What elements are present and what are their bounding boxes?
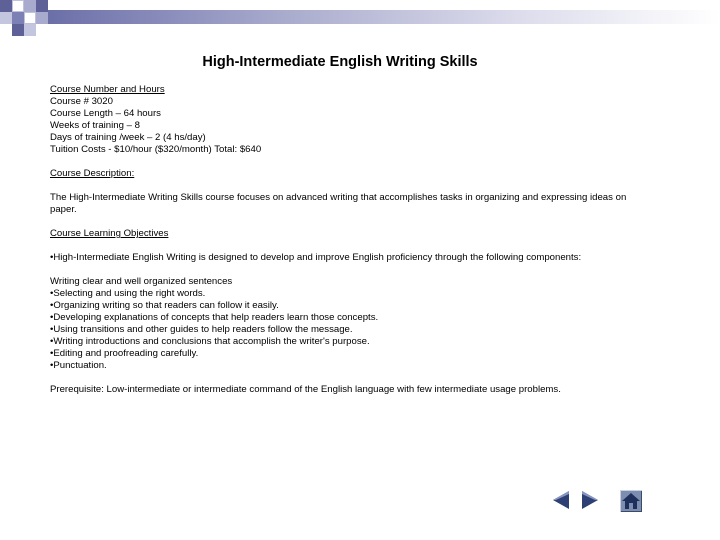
triangle-right-icon[interactable]: [579, 489, 601, 511]
header-decoration: [0, 0, 720, 36]
description-text: The High-Intermediate Writing Skills course focuses on advanced writing that accomplishes tasks in organizing and expressing ideas on paper.: [50, 192, 627, 215]
triangle-left-icon[interactable]: [550, 489, 572, 511]
objective-item: •Punctuation.: [50, 360, 107, 371]
objective-item: Writing clear and well organized sentences: [50, 276, 233, 287]
page-title: High-Intermediate English Writing Skills: [202, 54, 478, 70]
description-heading: Course Description:: [50, 168, 135, 179]
deco-square: [24, 0, 36, 12]
deco-square: [0, 12, 12, 24]
home-icon: [620, 490, 642, 512]
objective-item: •Developing explanations of concepts that help readers learn those concepts.: [50, 312, 379, 323]
objectives-intro: •High-Intermediate English Writing is designed to develop and improve English proficiency through the following components:: [50, 252, 582, 263]
deco-square: [12, 0, 24, 12]
deco-square: [24, 12, 36, 24]
deco-square: [0, 0, 12, 12]
deco-square: [24, 24, 36, 36]
home-button[interactable]: [620, 490, 642, 512]
course-info-line: Course # 3020: [50, 96, 113, 107]
prerequisite-text: Prerequisite: Low-intermediate or intermediate command of the English language with few intermediate usage problems.: [50, 384, 561, 395]
deco-square: [12, 12, 24, 24]
course-info-line: Course Length – 64 hours: [50, 108, 161, 119]
course-info-line: Weeks of training – 8: [50, 120, 140, 131]
deco-square: [12, 24, 24, 36]
course-info-line: Days of training /week – 2 (4 hs/day): [50, 132, 206, 143]
deco-square: [36, 0, 48, 12]
objective-item: •Selecting and using the right words.: [50, 288, 206, 299]
header-gradient-bar: [48, 10, 720, 24]
objectives-heading: Course Learning Objectives: [50, 228, 169, 239]
deco-square: [36, 12, 48, 24]
course-info-heading: Course Number and Hours: [50, 84, 165, 95]
objective-item: •Organizing writing so that readers can follow it easily.: [50, 300, 279, 311]
objective-item: •Editing and proofreading carefully.: [50, 348, 199, 359]
objective-item: •Using transitions and other guides to help readers follow the message.: [50, 324, 353, 335]
objective-item: •Writing introductions and conclusions that accomplish the writer's purpose.: [50, 336, 370, 347]
course-content: [50, 84, 650, 396]
course-info-line: Tuition Costs - $10/hour ($320/month) Total: $640: [50, 144, 262, 155]
